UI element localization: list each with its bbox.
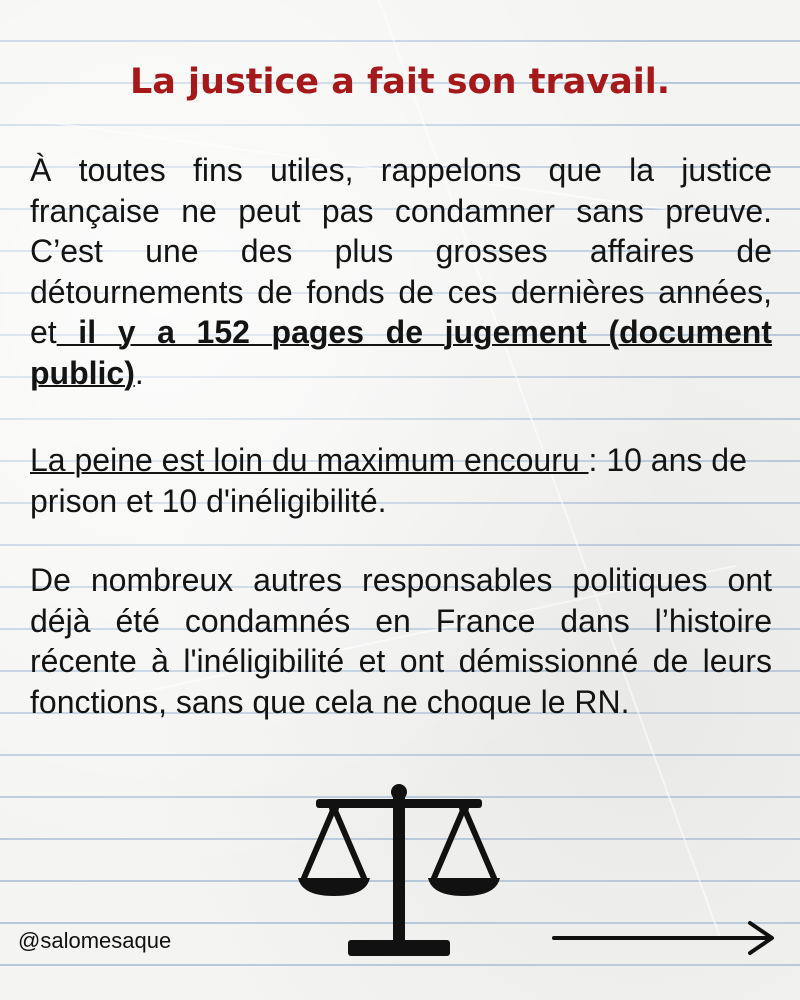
- arrow-right-icon[interactable]: [552, 920, 778, 956]
- paragraph-sentence-text: : 10 ans de prison et 10 d'inéligibilité.: [30, 442, 747, 519]
- author-handle: @salomesaque: [18, 928, 172, 953]
- page-title: La justice a fait son travail.: [129, 62, 671, 102]
- judgement-document-link[interactable]: il y a 152 pages de jugement (document public): [30, 314, 772, 391]
- scales-of-justice-icon: [296, 782, 502, 962]
- paragraph-evidence-text: À toutes fins utiles, rappelons que la justice française ne peut pas condamner sans preuve. C’est une des plus grosses affaires de détournements de fonds de ces dernières années, et: [30, 152, 772, 350]
- maximum-sentence-link[interactable]: La peine est loin du maximum encouru: [30, 442, 589, 478]
- paragraph-other-politicians: De nombreux autres responsables politiques ont déjà été condamnés en France dans l’histoire récente à l'inéligibilité et ont démissionné de leurs fonctions, sans que cela ne choque le RN.: [30, 562, 772, 720]
- paragraph-sentence: [30, 440, 772, 521]
- paragraph-evidence-period: .: [134, 354, 144, 391]
- paragraph-evidence: [30, 150, 772, 393]
